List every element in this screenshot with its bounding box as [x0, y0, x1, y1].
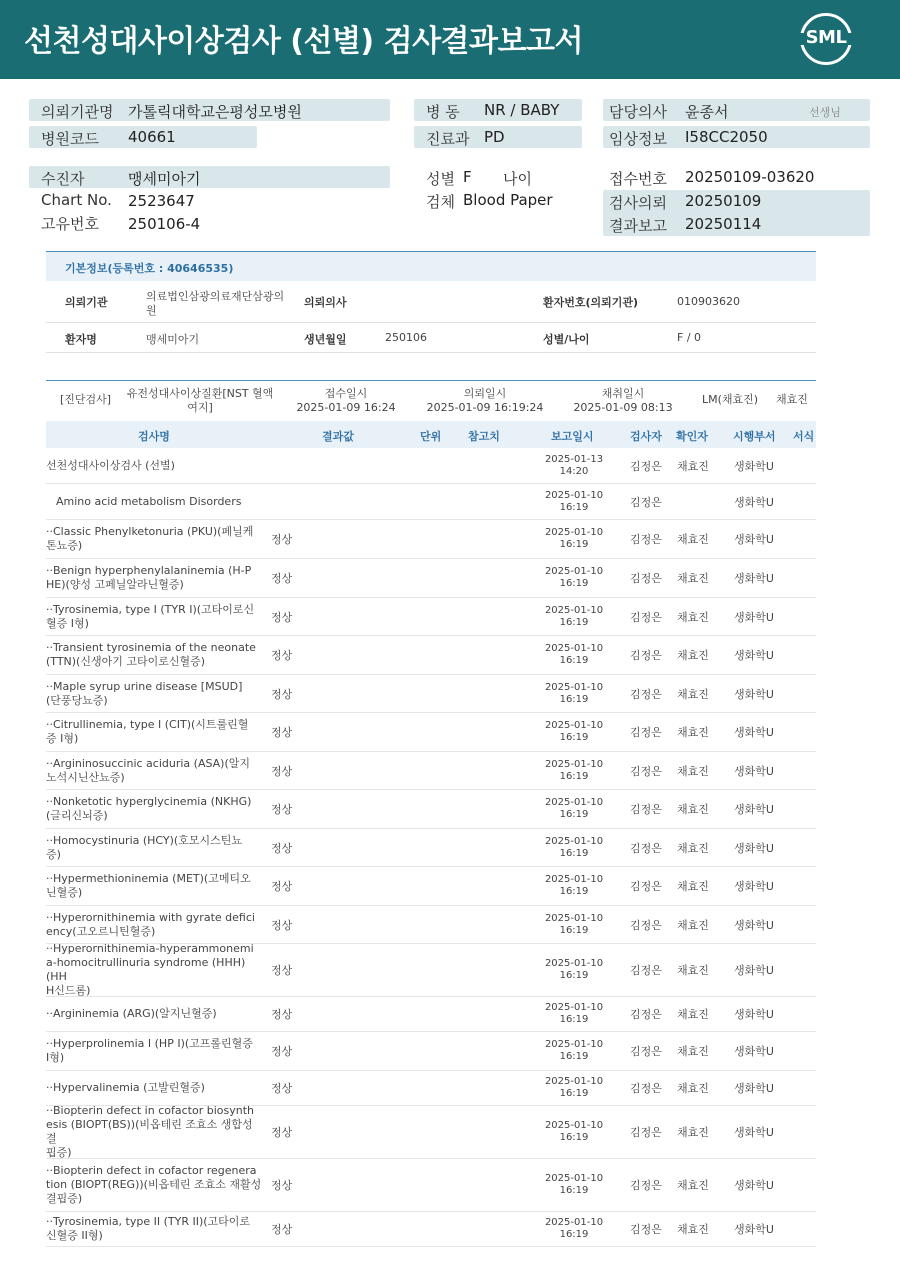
test-result: 정상: [271, 649, 293, 662]
chart-value: 2523647: [128, 192, 195, 210]
test-name: ··Biopterin defect in cofactor regenera tion (BIOPT(REG))(비옵테린 조효소 재활성 결핍증): [46, 1164, 262, 1205]
dept: 생화학U: [734, 1179, 774, 1192]
basic-req-doctor-label: 의뢰의사: [304, 296, 347, 309]
table-row: [46, 559, 816, 598]
table-row: [46, 906, 816, 944]
table-row: [46, 484, 816, 520]
col-name: 검사명: [138, 430, 170, 443]
clinical-label: 임상정보: [609, 130, 667, 148]
test-result: 정상: [271, 1126, 293, 1139]
tester: 김정은: [630, 495, 662, 509]
test-name: ··Hyperornithinemia-hyperammonemi a-homocitrullinuria syndrome (HHH)(HH H신드롬): [46, 942, 254, 997]
test-result: 정상: [271, 1223, 293, 1236]
report-datetime: 2025-01-10 16:19: [544, 527, 604, 550]
confirmer: 채효진: [677, 687, 709, 701]
confirmer: 채효진: [677, 918, 709, 932]
test-result: 정상: [271, 1045, 293, 1058]
report-datetime: 2025-01-10 16:19: [544, 874, 604, 897]
specimen-value: Blood Paper: [463, 191, 553, 209]
report-header: [0, 0, 900, 79]
institution-value: 가톨릭대학교은평성모병원: [128, 103, 302, 121]
table-row: [46, 752, 816, 790]
patient-value: 맹세미아기: [128, 170, 201, 188]
col-tester: 검사자: [630, 430, 662, 443]
report-datetime: 2025-01-10 16:19: [544, 566, 604, 589]
test-name: ··Hypervalinemia (고발린혈증): [46, 1081, 205, 1094]
tester: 김정은: [630, 572, 662, 585]
table-row: [46, 636, 816, 675]
specimen-label: 검체: [426, 193, 455, 211]
basic-patient-no-value: 010903620: [677, 295, 740, 308]
test-name: ··Argininemia (ARG)(알지닌혈증): [46, 1007, 217, 1020]
test-result: 정상: [271, 1179, 293, 1192]
institution-label: 의뢰기관명: [41, 103, 114, 121]
report-datetime: 2025-01-10 16:19: [544, 681, 604, 705]
table-row: [46, 520, 816, 559]
report-datetime: 2025-01-10 16:19: [544, 1002, 604, 1025]
table-row: [46, 867, 816, 906]
report-value: 20250114: [685, 215, 762, 233]
receipt-value: 20250109-03620: [685, 168, 815, 186]
chart-label: Chart No.: [41, 191, 112, 209]
table-row: [46, 713, 816, 752]
report-datetime: 2025-01-10 16:19: [544, 720, 604, 743]
test-name: ··Hyperornithinemia with gyrate defici ency(고오르니틴혈증): [46, 910, 255, 938]
dept: 생화학U: [734, 1082, 774, 1095]
test-name: ··Tyrosinemia, type I (TYR I)(고타이로신 혈증 I형): [46, 602, 255, 630]
test-name: ··Hyperprolinemia I (HP I)(고프롤린혈증 I형): [46, 1037, 253, 1064]
unique-label: 고유번호: [41, 215, 99, 233]
report-datetime: 2025-01-10 16:19: [544, 489, 604, 513]
table-row: [46, 829, 816, 867]
col-result: 결과값: [322, 430, 354, 443]
request-label: 검사의뢰: [609, 194, 667, 212]
test-result: 정상: [271, 687, 293, 701]
test-name: ··Biopterin defect in cofactor biosynth esis (BIOPT(BS))(비옵테린 조효소 생합성 결 핍증): [46, 1104, 254, 1159]
confirmer: 채효진: [677, 1008, 709, 1021]
column-header: [46, 421, 816, 448]
table-row: [46, 1032, 816, 1071]
tester: 김정은: [630, 459, 662, 473]
request-datetime: 의뢰일시 2025-01-09 16:19:24: [426, 387, 544, 414]
table-row: [46, 1212, 816, 1247]
dept: 생화학U: [734, 459, 774, 473]
request-value: 20250109: [685, 192, 762, 210]
basic-name-label: 환자명: [65, 333, 97, 346]
tester: 김정은: [630, 803, 662, 816]
confirmer: 채효진: [677, 533, 709, 546]
logo-text: SML: [805, 27, 847, 48]
diag-label: [진단검사]: [60, 393, 112, 406]
dept: 생화학U: [734, 803, 774, 816]
confirmer: 채효진: [677, 572, 709, 585]
test-result: 정상: [271, 572, 293, 585]
confirmer: 채효진: [677, 1223, 709, 1236]
dept: 생화학U: [734, 1223, 774, 1236]
test-result: 정상: [271, 841, 293, 855]
report-datetime: 2025-01-10 16:19: [544, 835, 604, 859]
result-section: [46, 380, 816, 1242]
basic-birth-label: 생년월일: [304, 333, 347, 346]
dept: 생화학U: [734, 1045, 774, 1058]
test-result: 정상: [271, 1008, 293, 1021]
dept: 생화학U: [734, 880, 774, 893]
sex-value: F: [463, 168, 472, 186]
report-title: 선천성대사이상검사 (선별) 검사결과보고서: [24, 24, 583, 59]
dept: 생화학U: [734, 533, 774, 546]
dept: 생화학U: [734, 964, 774, 977]
test-name: ··Transient tyrosinemia of the neonate (TTN)(신생아기 고타이로신혈증): [46, 641, 256, 668]
test-name: ··Citrullinemia, type I (CIT)(시트룰린혈 증 I형): [46, 718, 249, 745]
test-name: Amino acid metabolism Disorders: [56, 494, 242, 508]
col-ref: 참고치: [468, 430, 500, 443]
test-name: ··Benign hyperphenylalaninemia (H-P HE)(양성 고페닐알라닌혈증): [46, 564, 252, 591]
test-result: 정상: [271, 764, 293, 778]
test-name: 선천성대사이상검사 (선별): [46, 458, 175, 472]
report-datetime: 2025-01-10 16:19: [544, 958, 604, 981]
report-datetime: 2025-01-10 16:19: [544, 912, 604, 936]
table-row: [46, 1071, 816, 1106]
report-label: 결과보고: [609, 217, 667, 235]
clinical-value: I58CC2050: [685, 128, 768, 146]
tester: 김정은: [630, 880, 662, 893]
basic-inst-value-1: 의료법인삼광의료재단삼광의: [146, 290, 285, 303]
dept: 생화학U: [734, 841, 774, 855]
tester: 김정은: [630, 1126, 662, 1139]
ward-value: NR / BABY: [484, 101, 560, 119]
test-name: ··Classic Phenylketonuria (PKU)(페닐케 톤뇨증): [46, 525, 254, 552]
test-result: 정상: [271, 918, 293, 932]
test-name: ··Maple syrup urine disease [MSUD] (단풍당뇨증): [46, 679, 243, 707]
doctor-label: 담당의사: [609, 103, 667, 121]
tester: 김정은: [630, 1223, 662, 1236]
report-datetime: 2025-01-10 16:19: [544, 604, 604, 628]
dept-value: PD: [484, 128, 505, 146]
test-name: ··Hypermethioninemia (MET)(고메티오 닌혈증): [46, 872, 251, 899]
hospital-code-label: 병원코드: [41, 130, 99, 148]
collect-datetime: 채취일시 2025-01-09 08:13: [573, 387, 673, 414]
test-result: 정상: [271, 1082, 293, 1095]
confirmer: 채효진: [677, 1179, 709, 1192]
test-result: 정상: [271, 964, 293, 977]
report-datetime: 2025-01-10 16:19: [544, 1217, 604, 1240]
dept: 생화학U: [734, 610, 774, 624]
basic-inst-value-2: 원: [146, 304, 157, 317]
basic-birth-value: 250106: [385, 331, 427, 344]
tester: 김정은: [630, 964, 662, 977]
confirmer: 채효진: [677, 1082, 709, 1095]
dept: 생화학U: [734, 495, 774, 509]
confirmer: 채효진: [677, 610, 709, 624]
confirmer: 채효진: [677, 803, 709, 816]
dept: 생화학U: [734, 649, 774, 662]
basic-inst-label: 의뢰기관: [65, 296, 108, 309]
dept: 생화학U: [734, 1008, 774, 1021]
test-name: ··Argininosuccinic aciduria (ASA)(알지 노석시닌산뇨증): [46, 756, 251, 784]
test-name: ··Nonketotic hyperglycinemia (NKHG) (글리신뇌증): [46, 795, 252, 822]
tester: 김정은: [630, 1045, 662, 1058]
doctor-value: 윤종서: [685, 103, 729, 121]
basic-patient-no-label: 환자번호(의뢰기관): [543, 296, 639, 309]
basic-info-section: [46, 251, 816, 352]
test-result: 정상: [271, 880, 293, 893]
diag-name: 유전성대사이상질환[NST 혈액 여지]: [126, 387, 274, 414]
report-datetime: 2025-01-10 16:19: [544, 1039, 604, 1062]
patient-label: 수진자: [41, 170, 85, 188]
confirmer: 채효진: [677, 1126, 709, 1139]
receipt-datetime: 접수일시 2025-01-09 16:24: [296, 387, 396, 414]
test-name: ··Homocystinuria (HCY)(호모시스틴뇨 증): [46, 833, 242, 861]
report-datetime: 2025-01-10 16:19: [544, 758, 604, 782]
table-row: [46, 1159, 816, 1212]
confirmer: 채효진: [677, 880, 709, 893]
confirmer: 채효진: [677, 964, 709, 977]
tester: 김정은: [630, 764, 662, 778]
tester: 김정은: [630, 841, 662, 855]
table-row: [46, 997, 816, 1032]
ward-label: 병 동: [426, 103, 460, 121]
tester: 김정은: [630, 610, 662, 624]
tester: 김정은: [630, 533, 662, 546]
col-confirmer: 확인자: [676, 430, 708, 443]
basic-name-value: 맹세미아기: [146, 333, 200, 346]
confirmer: 채효진: [677, 1045, 709, 1058]
table-row: [46, 675, 816, 713]
dept: 생화학U: [734, 572, 774, 585]
table-row: [46, 944, 816, 997]
test-result: 정상: [271, 726, 293, 739]
confirmer: 채효진: [677, 764, 709, 778]
report-datetime: 2025-01-13 14:20: [544, 453, 604, 477]
col-unit: 단위: [420, 430, 442, 443]
age-label: 나이: [503, 170, 532, 188]
report-datetime: 2025-01-10 16:19: [544, 797, 604, 820]
sml-logo: [800, 13, 852, 65]
report-datetime: 2025-01-10 16:19: [544, 1173, 604, 1196]
unique-value: 250106-4: [128, 215, 201, 233]
tester: 김정은: [630, 687, 662, 701]
dept: 생화학U: [734, 687, 774, 701]
dept: 생화학U: [734, 764, 774, 778]
tester: 김정은: [630, 726, 662, 739]
tester: 김정은: [630, 1179, 662, 1192]
tester: 김정은: [630, 1082, 662, 1095]
test-result: 정상: [271, 610, 293, 624]
col-format: 서식: [793, 430, 815, 443]
tester: 김정은: [630, 649, 662, 662]
table-row: [46, 790, 816, 829]
tester: 김정은: [630, 918, 662, 932]
test-name: ··Tyrosinemia, type II (TYR II)(고타이로 신혈증 II형): [46, 1215, 251, 1242]
col-report-date: 보고일시: [551, 430, 594, 443]
test-result: 정상: [271, 533, 293, 546]
tester: 김정은: [630, 1008, 662, 1021]
collector-label: 채효진: [776, 393, 808, 406]
confirmer: 채효진: [677, 726, 709, 739]
confirmer: 채효진: [677, 649, 709, 662]
report-datetime: 2025-01-10 16:19: [544, 1120, 604, 1143]
table-row: [46, 1106, 816, 1159]
table-row: [46, 598, 816, 636]
confirmer: 채효진: [677, 459, 709, 473]
dept: 생화학U: [734, 726, 774, 739]
dept-label: 진료과: [426, 130, 470, 148]
dept: 생화학U: [734, 918, 774, 932]
table-row: [46, 448, 816, 484]
report-datetime: 2025-01-10 16:19: [544, 1076, 604, 1099]
doctor-suffix: 선생님: [809, 106, 841, 119]
col-dept: 시행부서: [733, 430, 776, 443]
basic-info-title: 기본정보(등록번호 : 40646535): [65, 262, 234, 275]
hospital-code-value: 40661: [128, 128, 176, 146]
test-result: 정상: [271, 803, 293, 816]
basic-sex-age-value: F / 0: [677, 331, 702, 344]
confirmer: 채효진: [677, 841, 709, 855]
basic-sex-age-label: 성별/나이: [543, 333, 590, 346]
lm-label: LM(채효진): [702, 393, 759, 406]
report-datetime: 2025-01-10 16:19: [544, 643, 604, 666]
dept: 생화학U: [734, 1126, 774, 1139]
sex-label: 성별: [426, 170, 455, 188]
receipt-label: 접수번호: [609, 170, 667, 188]
